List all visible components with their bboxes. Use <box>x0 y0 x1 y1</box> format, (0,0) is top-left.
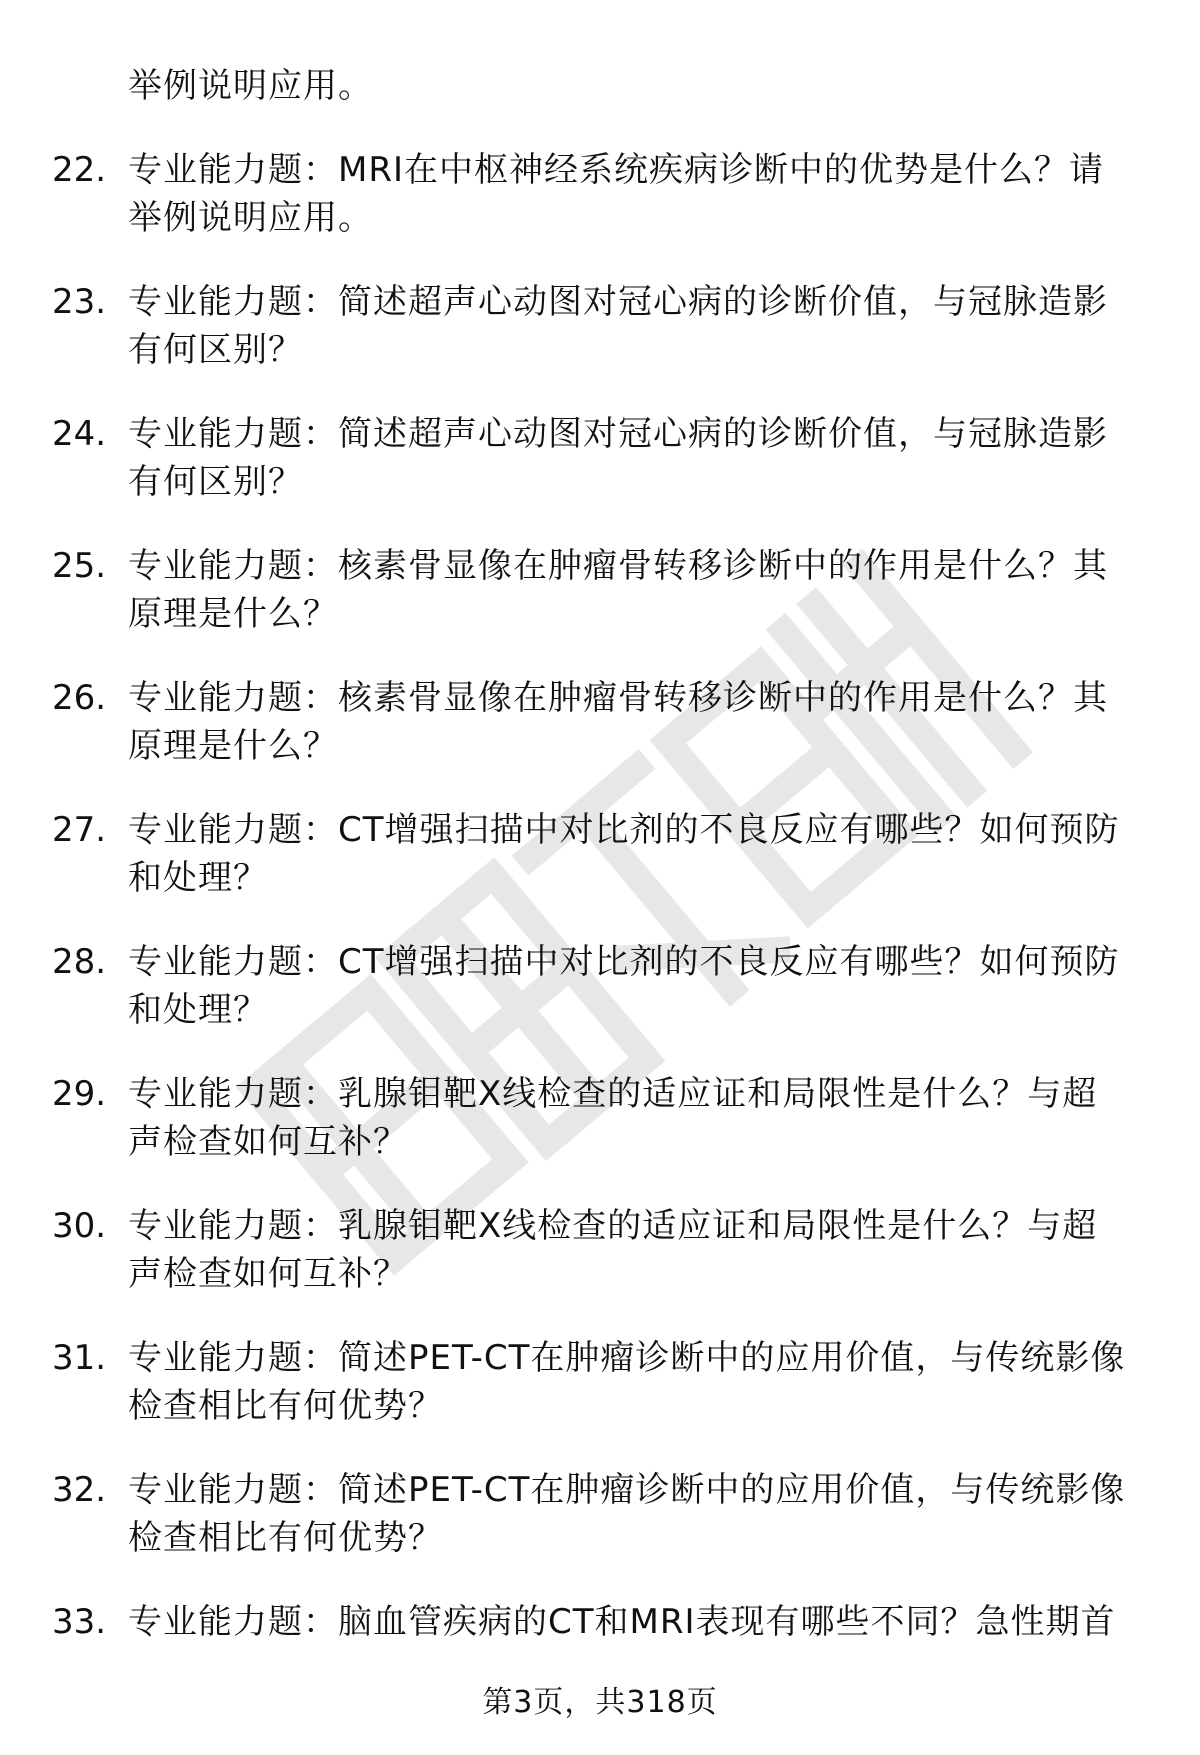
question-text <box>128 1466 1148 1562</box>
question-item <box>0 1202 1200 1334</box>
question-line-1: 专业能力题：简述超声心动图对冠心病的诊断价值，与冠脉造影 <box>128 414 1108 454</box>
question-number: 27. <box>52 810 107 850</box>
question-number: 24. <box>52 414 107 454</box>
question-item <box>0 1466 1200 1598</box>
question-number: 28. <box>52 942 107 982</box>
question-text <box>128 542 1148 638</box>
question-line-2: 原理是什么？ <box>128 726 338 766</box>
question-item <box>0 674 1200 806</box>
question-text <box>128 1598 1148 1646</box>
question-line-1: 专业能力题：乳腺钼靶X线检查的适应证和局限性是什么？与超 <box>128 1074 1098 1114</box>
question-line-1: 专业能力题：简述超声心动图对冠心病的诊断价值，与冠脉造影 <box>128 282 1108 322</box>
question-text <box>128 938 1148 1034</box>
question-line-2: 检查相比有何优势？ <box>128 1518 443 1558</box>
question-line-2: 声检查如何互补？ <box>128 1254 408 1294</box>
question-item <box>0 146 1200 278</box>
question-line-1: 专业能力题：脑血管疾病的CT和MRI表现有哪些不同？急性期首 <box>128 1602 1116 1642</box>
question-line-1: 专业能力题：乳腺钼靶X线检查的适应证和局限性是什么？与超 <box>128 1206 1098 1246</box>
question-item <box>0 1070 1200 1202</box>
question-text <box>128 1334 1148 1430</box>
question-line-2: 有何区别？ <box>128 330 303 370</box>
question-text <box>128 146 1148 242</box>
question-line-2: 检查相比有何优势？ <box>128 1386 443 1426</box>
page-footer: 第3页，共318页 <box>482 1685 718 1720</box>
question-text <box>128 278 1148 374</box>
question-text <box>128 410 1148 506</box>
continued-line: 举例说明应用。 <box>128 66 373 106</box>
question-item <box>0 806 1200 938</box>
question-item <box>0 938 1200 1070</box>
question-line-2: 有何区别？ <box>128 462 303 502</box>
question-item <box>0 410 1200 542</box>
question-number: 23. <box>52 282 107 322</box>
question-number: 32. <box>52 1470 107 1510</box>
question-item <box>0 1334 1200 1466</box>
question-line-2: 声检查如何互补？ <box>128 1122 408 1162</box>
question-line-1: 专业能力题：CT增强扫描中对比剂的不良反应有哪些？如何预防 <box>128 942 1120 982</box>
question-line-1: 专业能力题：简述PET-CT在肿瘤诊断中的应用价值，与传统影像 <box>128 1470 1126 1510</box>
question-text <box>128 1070 1148 1166</box>
question-line-1: 专业能力题：简述PET-CT在肿瘤诊断中的应用价值，与传统影像 <box>128 1338 1126 1378</box>
question-number: 33. <box>52 1602 107 1642</box>
question-line-1: 专业能力题：CT增强扫描中对比剂的不良反应有哪些？如何预防 <box>128 810 1120 850</box>
question-number: 30. <box>52 1206 107 1246</box>
question-line-2: 举例说明应用。 <box>128 198 373 238</box>
question-line-1: 专业能力题：核素骨显像在肿瘤骨转移诊断中的作用是什么？其 <box>128 546 1108 586</box>
question-number: 22. <box>52 150 107 190</box>
question-line-2: 和处理？ <box>128 858 268 898</box>
question-number: 29. <box>52 1074 107 1114</box>
question-item <box>0 278 1200 410</box>
question-list <box>0 146 1200 1730</box>
question-text <box>128 806 1148 902</box>
question-line-1: 专业能力题：MRI在中枢神经系统疾病诊断中的优势是什么？请 <box>128 150 1104 190</box>
question-number: 25. <box>52 546 107 586</box>
question-line-1: 专业能力题：核素骨显像在肿瘤骨转移诊断中的作用是什么？其 <box>128 678 1108 718</box>
question-text <box>128 1202 1148 1298</box>
question-line-2: 和处理？ <box>128 990 268 1030</box>
question-text <box>128 674 1148 770</box>
question-number: 26. <box>52 678 107 718</box>
question-number: 31. <box>52 1338 107 1378</box>
question-line-2: 原理是什么？ <box>128 594 338 634</box>
question-item <box>0 542 1200 674</box>
